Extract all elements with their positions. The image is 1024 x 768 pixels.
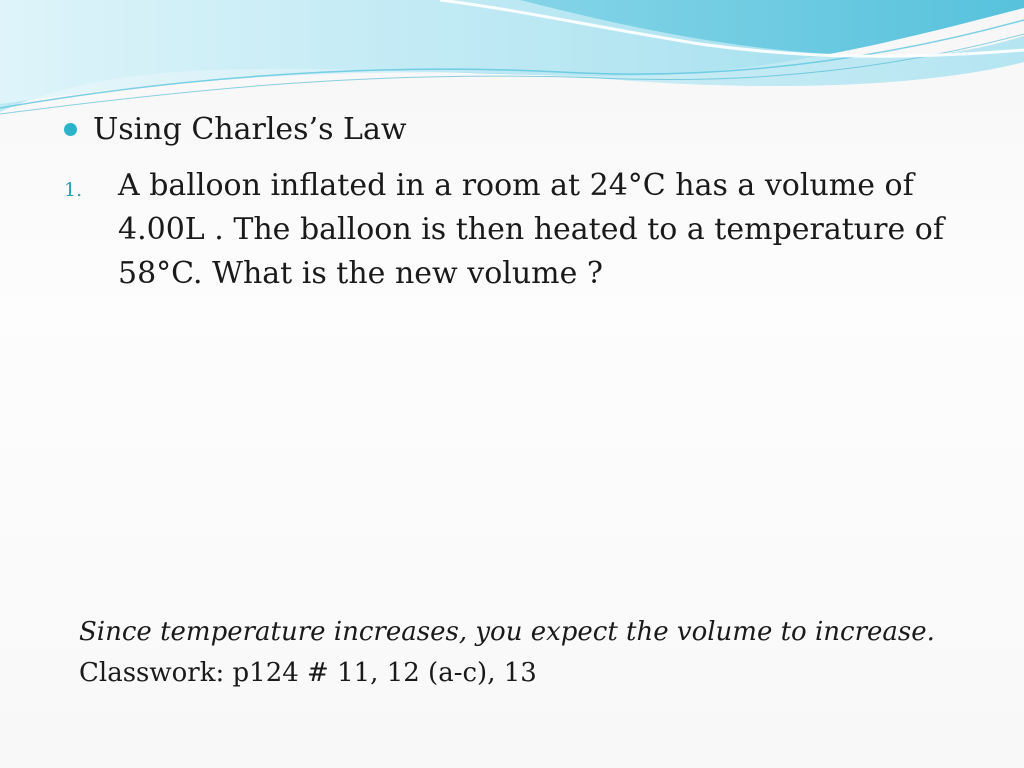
problem-text: A balloon inflated in a room at 24°C has a volume of 4.00L . The balloon is then heated to a temperature of 58°C. What is the new volume ? bbox=[118, 168, 944, 291]
wave-header-decoration bbox=[0, 0, 1024, 120]
bullet-text: Using Charles’s Law bbox=[93, 112, 407, 147]
bullet-heading bbox=[64, 110, 407, 150]
note-block bbox=[79, 612, 939, 694]
problem-number: 1. bbox=[64, 179, 83, 201]
expectation-note: Since temperature increases, you expect the volume to increase. bbox=[79, 617, 935, 647]
classwork-line: Classwork: p124 # 11, 12 (a-c), 13 bbox=[79, 658, 537, 688]
problem-item bbox=[64, 164, 964, 296]
bullet-dot-icon bbox=[64, 123, 77, 136]
